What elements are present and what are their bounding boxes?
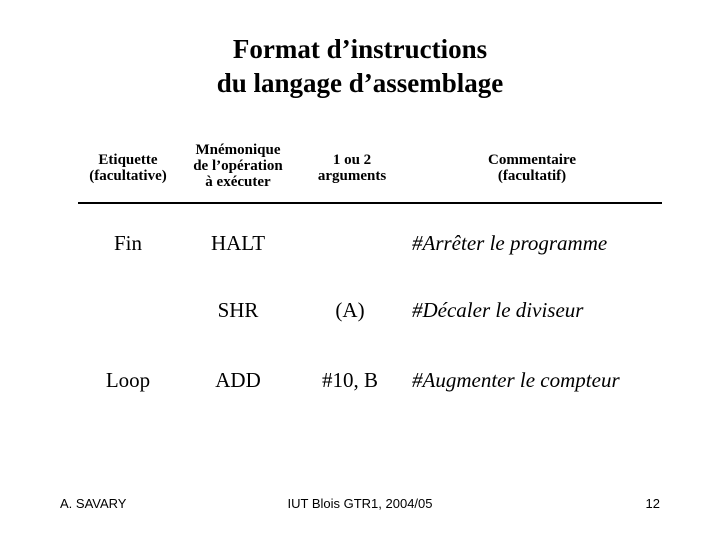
header-arguments-line-2: arguments — [317, 168, 387, 184]
header-divider — [78, 202, 662, 204]
header-mnemonic-line-2: de l’opération — [193, 158, 283, 174]
footer-course: IUT Blois GTR1, 2004/05 — [287, 496, 433, 511]
slide-title — [0, 32, 720, 100]
row-3-mnemonic: ADD — [215, 368, 261, 392]
row-2-mnemonic: SHR — [217, 298, 259, 322]
row-3-comment: #Augmenter le compteur — [412, 368, 620, 392]
header-arguments-line-1: 1 ou 2 — [332, 152, 372, 168]
slide-title-line-1: Format d’instructions — [232, 34, 488, 64]
header-mnemonic-line-3: à exécuter — [205, 174, 271, 190]
header-label-line-2: (facultative) — [89, 168, 167, 184]
header-mnemonic — [178, 142, 298, 190]
row-1-label: Fin — [113, 231, 142, 255]
footer-author: A. SAVARY — [60, 496, 127, 511]
row-1-mnemonic: HALT — [210, 231, 266, 255]
header-comment-line-2: (facultatif) — [497, 168, 567, 184]
footer-page-number: 12 — [645, 496, 660, 511]
header-comment — [462, 152, 602, 184]
row-1-comment: #Arrêter le programme — [412, 231, 608, 255]
header-comment-line-1: Commentaire — [487, 152, 577, 168]
header-label-line-1: Etiquette — [98, 152, 158, 168]
row-3-label: Loop — [105, 368, 151, 392]
row-2-comment: #Décaler le diviseur — [412, 298, 584, 322]
row-2-arguments: (A) — [335, 298, 365, 322]
header-label — [78, 152, 178, 184]
row-3-arguments: #10, B — [321, 368, 378, 392]
slide-title-line-2: du langage d’assemblage — [216, 68, 504, 98]
header-mnemonic-line-1: Mnémonique — [195, 142, 281, 158]
header-arguments — [302, 152, 402, 184]
